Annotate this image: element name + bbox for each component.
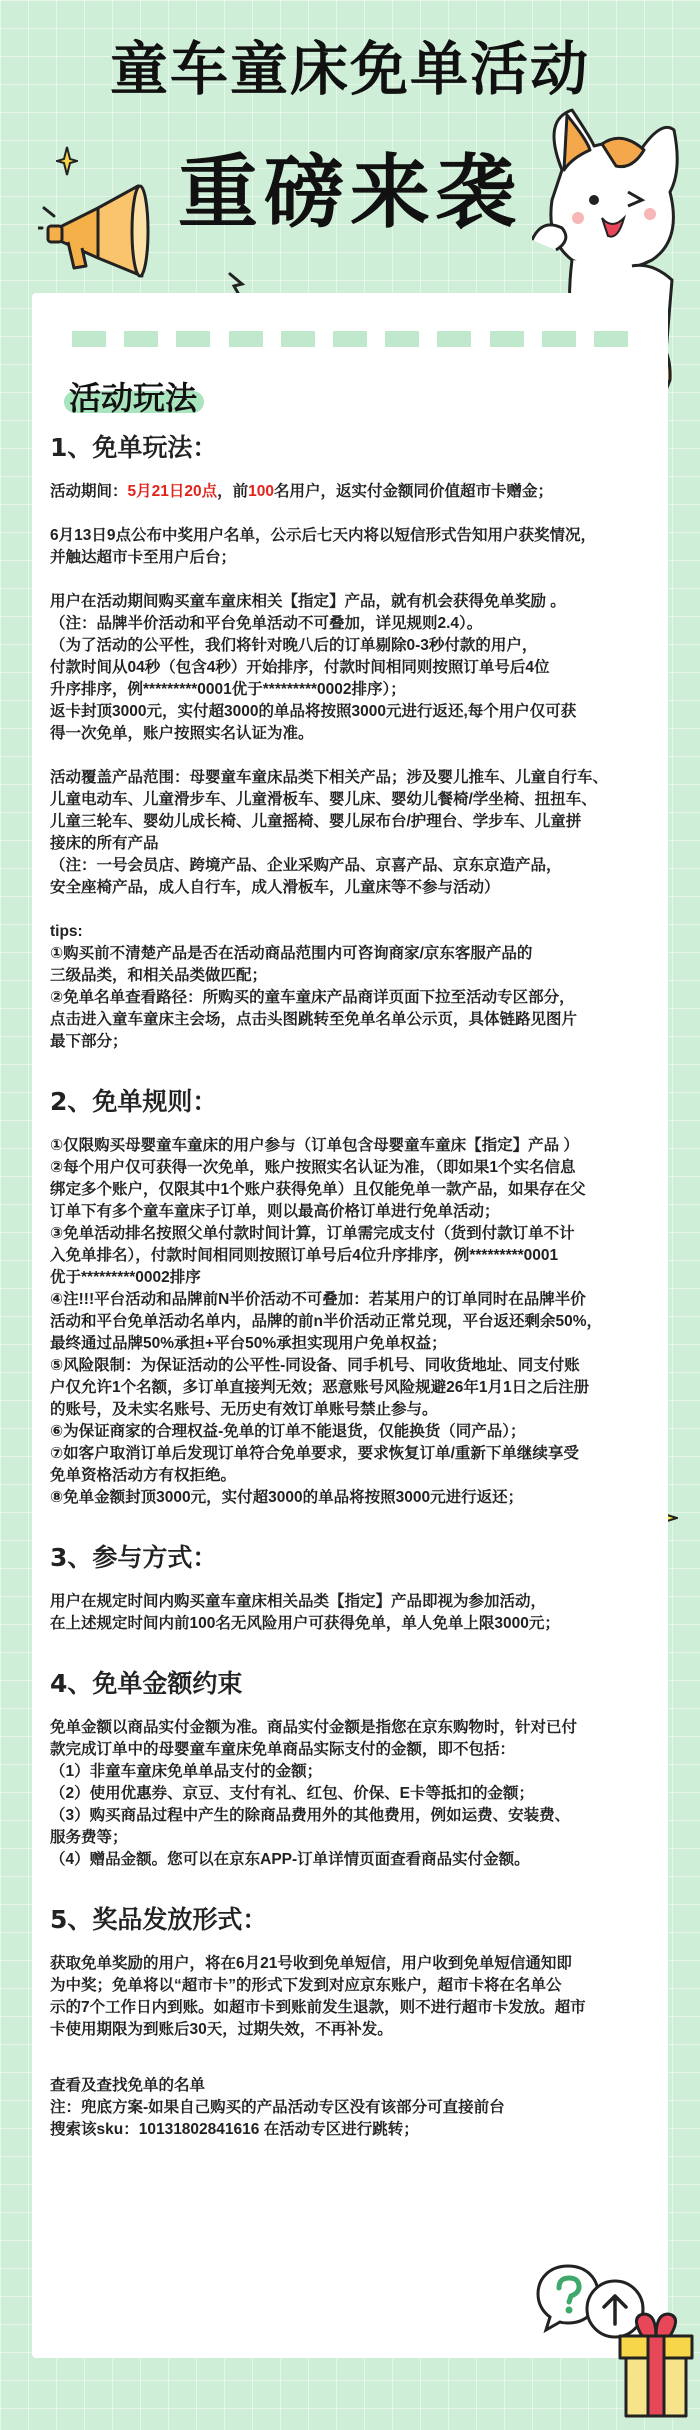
badge-label: 活动玩法 [68,379,197,417]
rule-line: ①仅限购买母婴童车童床的用户参与（订单包含母婴童车童床【指定】产品 ） [50,1137,579,1154]
hero-title-line1: 童车童床免单活动 [109,35,590,103]
rule-line: （为了活动的公平性，我们将针对晚八后的订单剔除0-3秒付款的用户， [50,637,538,654]
amount-line: 免单金额以商品实付金额为准。商品实付金额是指您在京东购物时，针对已付 [50,1719,578,1736]
rule-line: ③免单活动排名按照父单付款时间计算，订单需完成支付（货到付款订单不计 [50,1225,575,1242]
participation-line: 在上述规定时间内前100名无风险用户可获得免单，单人免单上限3000元； [50,1615,560,1632]
rule-line: ④注!!!平台活动和品牌前N半价活动不可叠加：若某用户的订单同时在品牌半价 [50,1291,586,1308]
period-date: 5月21日20点 [127,483,218,500]
content-panel [32,293,668,2358]
rule-line: 户仅允许1个名额，多订单直接判无效；恶意账号风险规避26年1月1日之后注册 [50,1379,590,1396]
decorative-dash-row [72,331,628,347]
section4-heading: 4、免单金额约束 [50,1669,243,1698]
tips-line: tips: [50,923,83,940]
rule-line: 用户在活动期间购买童车童床相关【指定】产品，就有机会获得免单奖励 。 [50,593,566,610]
scope-line: 安全座椅产品，成人自行车，成人滑板车，儿童床等不参与活动） [50,879,500,896]
rule-line: ⑤风险限制：为保证活动的公平性-同设备、同手机号、同收货地址、同支付账 [50,1357,580,1374]
rule-line: 得一次免单，账户按照实名认证为准。 [50,725,314,742]
footer-line: 搜索该sku：10131802841616 在活动专区进行跳转； [50,2121,419,2138]
footer-line: 查看及查找免单的名单 [50,2077,206,2094]
section1-heading: 1、免单玩法： [50,433,218,462]
rule-line: 绑定多个账户，仅限其中1个账户获得免单）且仅能免单一款产品，如果存在父 [50,1181,586,1198]
rule-line: 免单资格活动方有权拒绝。 [50,1467,237,1484]
section2-heading: 2、免单规则： [50,1087,218,1116]
amount-line: 服务费等； [50,1829,128,1846]
rule-line: 订单下有多个童车童床子订单，则以最高价格订单进行免单活动； [50,1203,500,1220]
activity-period: 活动期间：5月21日20点，前100名用户，返实付金额同价值超市卡赠金； [50,483,554,500]
rule-line: ⑦如客户取消订单后发现订单符合免单要求，要求恢复订单/重新下单继续享受 [50,1445,579,1462]
sparkle-icon [56,146,78,176]
megaphone-icon [38,168,158,288]
rule-line: 返卡封顶3000元，实付超3000的单品将按照3000元进行返还,每个用户仅可获 [50,703,577,720]
scope-line: 儿童三轮车、婴幼儿成长椅、儿童摇椅、婴儿尿布台/护理台、学步车、儿童拼 [50,813,582,830]
scope-line: 活动覆盖产品范围：母婴童车童床品类下相关产品；涉及婴儿推车、儿童自行车、 [50,769,609,786]
rule-line: （注：品牌半价活动和平台免单活动不可叠加，详见规则2.4）。 [50,615,483,632]
section5-heading: 5、奖品发放形式： [50,1905,268,1934]
rule-line: ⑥为保证商家的合理权益-免单的订单不能退货，仅能换货（同产品）； [50,1423,526,1440]
rule-line: ⑧免单金额封顶3000元，实付超3000的单品将按照3000元进行返还； [50,1489,524,1506]
tips-line: ②免单名单查看路径：所购买的童车童床产品商详页面下拉至活动专区部分， [50,989,575,1006]
tips-line: 点击进入童车童床主会场，点击头图跳转至免单名单公示页，具体链路见图片 [50,1011,578,1028]
rule-line: 最终通过品牌50%承担+平台50%承担实现用户免单权益； [50,1335,447,1352]
rule-line: ②每个用户仅可获得一次免单，账户按照实名认证为准，（即如果1个实名信息 [50,1159,576,1176]
rules-content [50,433,656,2141]
amount-line: （3）购买商品过程中产生的除商品费用外的其他费用，例如运费、安装费、 [50,1807,571,1824]
announce-line: 并触达超市卡至用户后台； [50,549,237,566]
prize-line: 为中奖；免单将以“超市卡”的形式下发到对应京东账户，超市卡将在名单公 [50,1977,562,1994]
period-count: 100 [248,483,275,500]
footer-line: 注：兜底方案-如果自己购买的产品活动专区没有该部分可直接前台 [50,2099,505,2116]
tips-line: 三级品类，和相关品类做匹配； [50,967,268,984]
participation-line: 用户在规定时间内购买童车童床相关品类【指定】产品即视为参加活动， [50,1593,547,1610]
scope-line: 接床的所有产品 [50,835,159,852]
prize-line: 获取免单奖励的用户，将在6月21号收到免单短信，用户收到免单短信通知即 [50,1955,572,1972]
hero-title-line2: 重磅来袭 [178,146,522,239]
tips-line: 最下部分； [50,1033,128,1050]
amount-line: （4）赠品金额。您可以在京东APP-订单详情页面查看商品实付金额。 [50,1851,530,1868]
amount-line: （1）非童车童床免单单品支付的金额； [50,1763,323,1780]
scope-line: （注：一号会员店、跨境产品、企业采购产品、京喜产品、京东京造产品， [50,857,562,874]
prize-line: 示的7个工作日内到账。如超市卡到账前发生退款，则不进行超市卡发放。超市 [50,1999,586,2016]
prize-line: 卡使用期限为到账后30天，过期失效，不再补发。 [50,2021,393,2038]
section3-heading: 3、参与方式： [50,1543,218,1572]
gift-box-icon [612,2300,700,2420]
rule-line: 活动和平台免单活动名单内，品牌的前n半价活动正常兑现，平台返还剩余50%， [50,1313,602,1330]
rule-line: 的账号，及未实名账号、无历史有效订单账号禁止参与。 [50,1401,438,1418]
announce-line: 6月13日9点公布中奖用户名单，公示后七天内将以短信形式告知用户获奖情况， [50,527,596,544]
amount-line: 款完成订单中的母婴童车童床免单商品实际支付的金额，即不包括： [50,1741,516,1758]
rule-line: 付款时间从04秒（包含4秒）开始排序，付款时间相同则按照订单号后4位 [50,659,550,676]
scope-line: 儿童电动车、儿童滑步车、儿童滑板车、婴儿床、婴幼儿餐椅/学坐椅、扭扭车、 [50,791,597,808]
rule-line: 优于*********0002排序 [50,1269,201,1286]
section-badge [58,373,206,419]
amount-line: （2）使用优惠券、京豆、支付有礼、红包、价保、E卡等抵扣的金额； [50,1785,534,1802]
rule-line: 升序排序，例*********0001优于*********0002排序）； [50,681,406,698]
tips-line: ①购买前不清楚产品是否在活动商品范围内可咨询商家/京东客服产品的 [50,945,533,962]
rule-line: 入免单排名），付款时间相同则按照订单号后4位升序排序，例*********0001 [50,1247,559,1264]
